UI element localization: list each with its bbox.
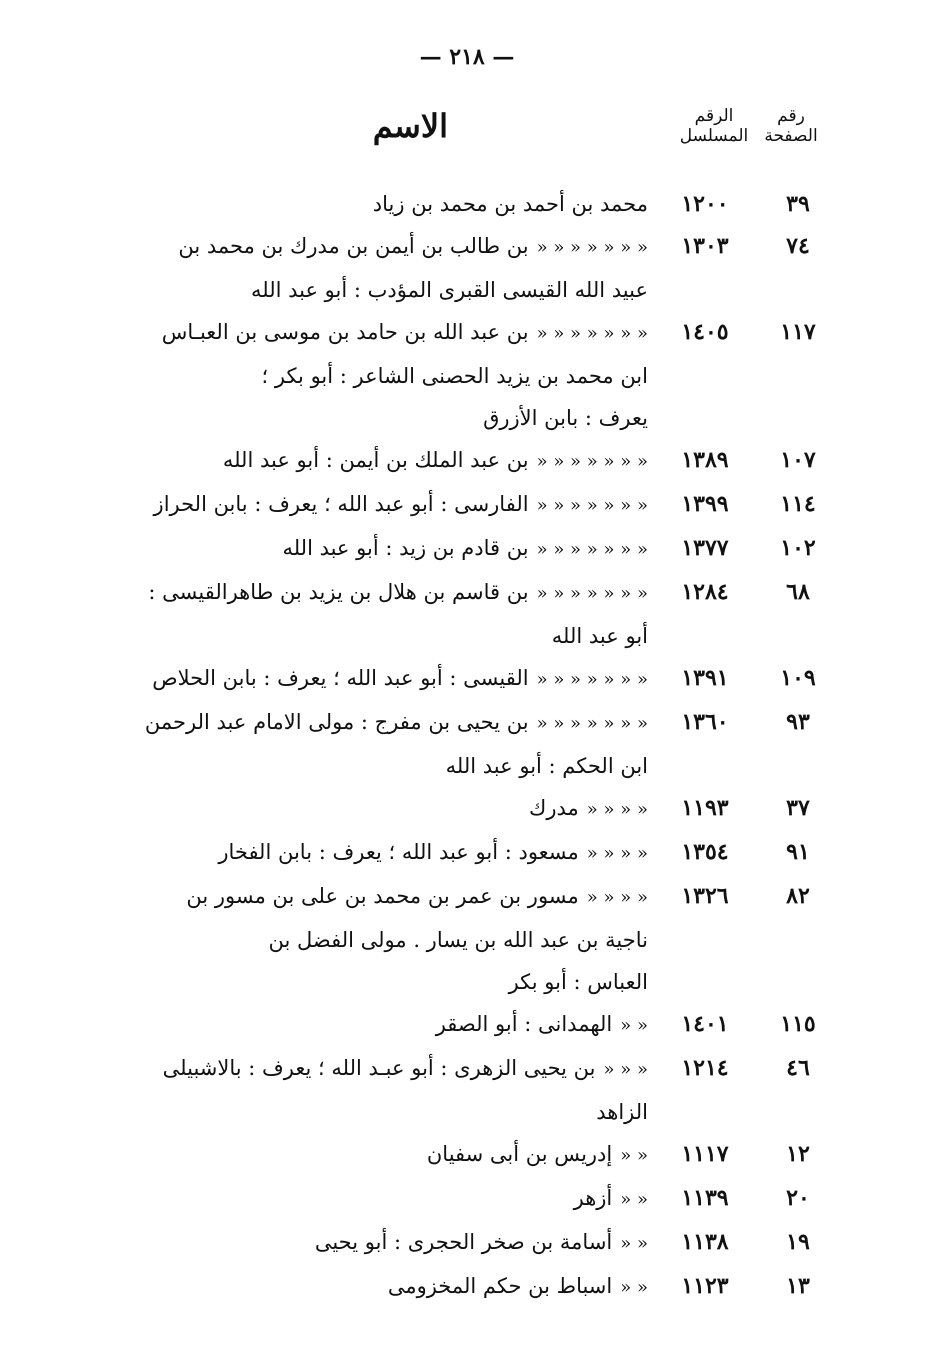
name-line — [110, 745, 648, 787]
ditto-marks: « « « « « « « — [536, 669, 648, 690]
name-cell — [110, 1133, 648, 1177]
table-row — [0, 439, 934, 483]
name-cell — [110, 1265, 648, 1309]
ditto-marks: « « — [620, 1189, 648, 1210]
name-text: أبو عبد الله — [551, 624, 648, 648]
header-serial-number — [674, 106, 754, 146]
name-line — [110, 1177, 648, 1221]
name-cell — [110, 225, 648, 311]
header-page-number — [756, 106, 826, 146]
table-row — [0, 183, 934, 225]
name-text: أسامة بن صخر الحجرى : أبو يحيى — [314, 1230, 613, 1254]
ditto-marks: « « « « « « « — [536, 539, 648, 560]
name-text: عبيد الله القيسى القبرى المؤدب : أبو عبد الله — [250, 278, 648, 302]
page-number-cell: ١٠٢ — [780, 535, 816, 561]
ditto-marks: « « « « « « « — [536, 323, 648, 344]
name-text: بن قادم بن زيد : أبو عبد الله — [282, 536, 529, 560]
name-text: بن عبد الملك بن أيمن : أبو عبد الله — [222, 448, 529, 472]
page-number-cell: ١٢ — [786, 1141, 810, 1167]
serial-number-cell: ١١٩٣ — [681, 795, 729, 821]
ditto-marks: « « « « — [586, 887, 648, 908]
name-cell — [110, 701, 648, 787]
name-cell — [110, 527, 648, 571]
serial-number-cell: ١٤٠٥ — [681, 319, 729, 345]
name-line — [110, 1133, 648, 1177]
header-serial-line: الرقم — [694, 106, 734, 126]
name-line — [110, 397, 648, 439]
header-page-line: رقم — [777, 106, 805, 126]
ditto-marks: « « « « — [586, 843, 648, 864]
page-number-cell: ٣٩ — [786, 191, 810, 217]
name-text: العباس : أبو بكر — [508, 970, 648, 994]
ditto-marks: « « « « « « « — [536, 495, 648, 516]
table-row — [0, 875, 934, 1003]
table-row — [0, 1047, 934, 1133]
name-line — [110, 269, 648, 311]
name-text: مسعود : أبو عبد الله ؛ يعرف : بابن الفخار — [218, 840, 579, 864]
name-text: ناجية بن عبد الله بن يسار . مولى الفضل بن — [268, 928, 648, 952]
name-line — [110, 787, 648, 831]
name-text: مدرك — [529, 796, 579, 820]
name-line — [110, 1003, 648, 1047]
table-row — [0, 527, 934, 571]
name-line — [110, 657, 648, 701]
serial-number-cell: ١١٣٩ — [681, 1185, 729, 1211]
serial-number-cell: ١٣٧٧ — [681, 535, 729, 561]
name-cell — [110, 787, 648, 831]
ditto-marks: « « « « — [586, 799, 648, 820]
name-line — [110, 311, 648, 355]
name-text: اسباط بن حكم المخزومى — [387, 1274, 613, 1298]
table-row — [0, 1133, 934, 1177]
name-text: بن يحيى بن مفرج : مولى الامام عبد الرحمن — [144, 710, 529, 734]
ditto-marks: « « « « « « « — [536, 237, 648, 258]
serial-number-cell: ١١٣٨ — [681, 1229, 729, 1255]
serial-number-cell: ١٣٠٣ — [681, 233, 729, 259]
name-text: بن طالب بن أيمن بن مدرك بن محمد بن — [178, 234, 529, 258]
ditto-marks: « « — [620, 1015, 648, 1036]
serial-number-cell: ١٣٨٩ — [681, 447, 729, 473]
name-text: يعرف : بابن الأزرق — [483, 406, 648, 430]
page-number-cell: ١٣ — [786, 1273, 810, 1299]
name-text: بن يحيى الزهرى : أبو عبـد الله ؛ يعرف : بالاشبيلى — [162, 1056, 596, 1080]
table-row — [0, 831, 934, 875]
name-text: إدريس بن أبى سفيان — [426, 1142, 613, 1166]
serial-number-cell: ١١١٧ — [681, 1141, 729, 1167]
name-cell — [110, 571, 648, 657]
serial-number-cell: ١٢١٤ — [681, 1055, 729, 1081]
serial-number-cell: ١٣٩١ — [681, 665, 729, 691]
table-row — [0, 483, 934, 527]
name-line — [110, 961, 648, 1003]
page-number-cell: ١٠٧ — [780, 447, 816, 473]
table-row — [0, 311, 934, 439]
name-line — [110, 831, 648, 875]
name-line — [110, 571, 648, 615]
table-row — [0, 571, 934, 657]
name-line — [110, 183, 648, 225]
name-line — [110, 1047, 648, 1091]
table-row — [0, 225, 934, 311]
name-text: الهمدانى : أبو الصقر — [435, 1012, 613, 1036]
name-line — [110, 439, 648, 483]
table-row — [0, 1265, 934, 1309]
serial-number-cell: ١١٢٣ — [681, 1273, 729, 1299]
table-row — [0, 1221, 934, 1265]
page-number-cell: ١٩ — [786, 1229, 810, 1255]
name-text: ابن محمد بن يزيد الحصنى الشاعر : أبو بكر ؛ — [261, 364, 648, 388]
name-line — [110, 1265, 648, 1309]
name-cell — [110, 875, 648, 1003]
ditto-marks: « « — [620, 1233, 648, 1254]
header-name: الاسم — [372, 107, 448, 145]
name-text: الفارسى : أبو عبد الله ؛ يعرف : بابن الحراز — [153, 492, 529, 516]
name-cell — [110, 831, 648, 875]
name-cell — [110, 1221, 648, 1265]
name-cell — [110, 183, 648, 225]
page-number: — ٢١٨ — — [419, 44, 515, 70]
serial-number-cell: ١٣٦٠ — [681, 709, 729, 735]
name-text: مسور بن عمر بن محمد بن على بن مسور بن — [186, 884, 579, 908]
ditto-marks: « « « « « « « — [536, 713, 648, 734]
ditto-marks: « « « — [603, 1059, 648, 1080]
page-number-cell: ٦٨ — [786, 579, 810, 605]
name-line — [110, 1091, 648, 1133]
name-text: محمد بن أحمد بن محمد بن زياد — [372, 192, 648, 216]
serial-number-cell: ١٣٥٤ — [681, 839, 729, 865]
table-row — [0, 1177, 934, 1221]
name-text: الزاهد — [596, 1100, 648, 1124]
serial-number-cell: ١٢٠٠ — [681, 191, 729, 217]
serial-number-cell: ١٣٢٦ — [681, 883, 729, 909]
ditto-marks: « « — [620, 1145, 648, 1166]
name-line — [110, 919, 648, 961]
table-row — [0, 787, 934, 831]
page-number-cell: ٩٣ — [786, 709, 810, 735]
name-cell — [110, 657, 648, 701]
header-serial-line: المسلسل — [679, 126, 749, 146]
name-cell — [110, 439, 648, 483]
page-number-cell: ٤٦ — [786, 1055, 810, 1081]
name-cell — [110, 311, 648, 439]
page-number-cell: ١٠٩ — [780, 665, 816, 691]
name-line — [110, 225, 648, 269]
name-line — [110, 355, 648, 397]
name-line — [110, 483, 648, 527]
table-row — [0, 1003, 934, 1047]
table-row — [0, 701, 934, 787]
name-text: القيسى : أبو عبد الله ؛ يعرف : بابن الحلاص — [152, 666, 529, 690]
page-number-cell: ٨٢ — [786, 883, 810, 909]
page-number-cell: ٧٤ — [786, 233, 810, 259]
page-number-cell: ٢٠ — [786, 1185, 810, 1211]
name-cell — [110, 1047, 648, 1133]
name-text: بن عبد الله بن حامد بن موسى بن العبـاس — [161, 320, 529, 344]
name-text: أزهر — [573, 1186, 613, 1210]
name-line — [110, 615, 648, 657]
index-table — [0, 183, 934, 1309]
name-line — [110, 1221, 648, 1265]
ditto-marks: « « — [620, 1277, 648, 1298]
name-text: ابن الحكم : أبو عبد الله — [445, 754, 648, 778]
page-number-cell: ١١٥ — [780, 1011, 816, 1037]
name-cell — [110, 1177, 648, 1221]
name-text: بن قاسم بن هلال بن يزيد بن طاهرالقيسى : — [148, 580, 529, 604]
name-cell — [110, 483, 648, 527]
ditto-marks: « « « « « « « — [536, 583, 648, 604]
page-number-cell: ١١٧ — [780, 319, 816, 345]
name-line — [110, 875, 648, 919]
serial-number-cell: ١٣٩٩ — [681, 491, 729, 517]
header-page-line: الصفحة — [764, 126, 818, 146]
serial-number-cell: ١٤٠١ — [681, 1011, 729, 1037]
page-number-cell: ٣٧ — [786, 795, 810, 821]
serial-number-cell: ١٢٨٤ — [681, 579, 729, 605]
ditto-marks: « « « « « « « — [536, 451, 648, 472]
name-line — [110, 701, 648, 745]
page-number-cell: ٩١ — [786, 839, 810, 865]
page-number-cell: ١١٤ — [780, 491, 816, 517]
name-cell — [110, 1003, 648, 1047]
name-line — [110, 527, 648, 571]
table-row — [0, 657, 934, 701]
